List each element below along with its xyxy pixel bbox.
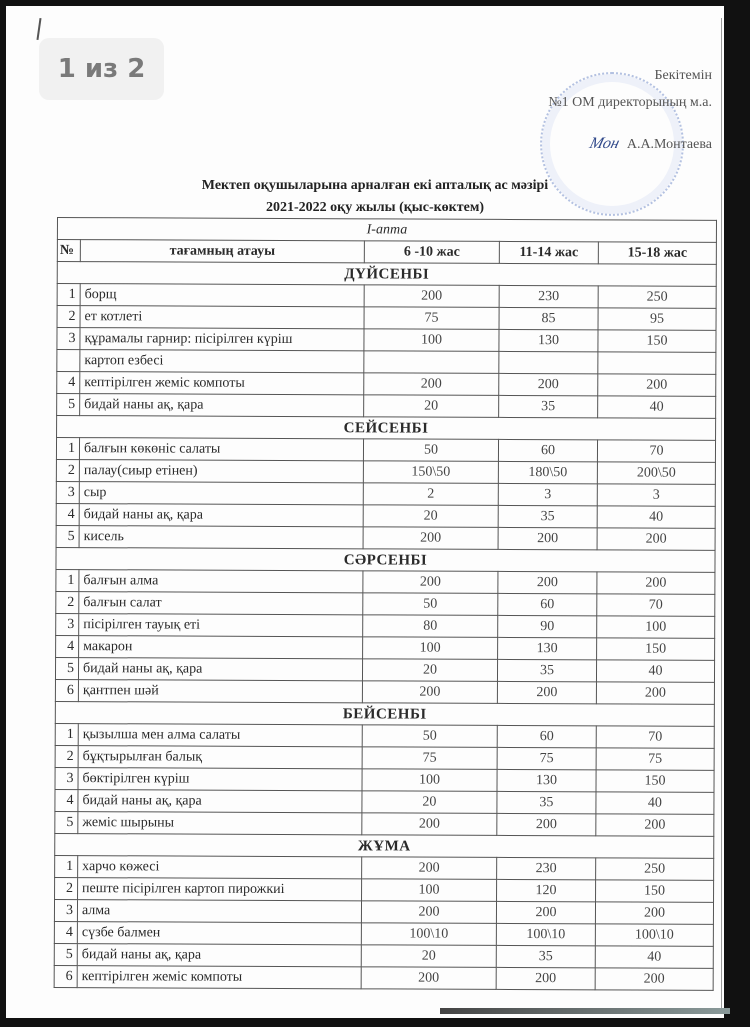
item-number: 1 xyxy=(55,723,78,745)
table-row xyxy=(56,635,715,660)
portion-age-11-14: 230 xyxy=(497,857,596,879)
portion-age-15-18: 100\10 xyxy=(595,924,713,947)
item-name: палау(сиыр етінен) xyxy=(79,460,363,483)
table-row xyxy=(56,525,715,550)
portion-age-6-10: 200 xyxy=(362,857,497,880)
col-header-num: № xyxy=(57,240,80,262)
table-row xyxy=(57,394,716,419)
item-name: бидай наны ақ, қара xyxy=(80,394,364,417)
portion-age-6-10: 200 xyxy=(361,901,496,924)
item-name: қантпен шәй xyxy=(78,680,362,703)
table-row xyxy=(55,745,714,770)
approval-block xyxy=(548,62,712,158)
item-name: балғын көкөніс салаты xyxy=(79,438,363,461)
table-row xyxy=(57,284,716,309)
item-name: сүзбе балмен xyxy=(77,922,361,945)
item-number: 4 xyxy=(57,372,80,394)
table-row xyxy=(54,921,713,946)
item-number: 5 xyxy=(55,811,78,833)
day-row xyxy=(57,416,716,441)
portion-age-6-10: 200 xyxy=(363,527,498,550)
portion-age-11-14: 3 xyxy=(498,483,597,505)
col-header-age1: 6 -10 жас xyxy=(364,241,499,264)
item-name: құрамалы гарнир: пісірілген күріш xyxy=(80,328,364,351)
portion-age-6-10: 20 xyxy=(364,395,499,418)
item-name: кисель xyxy=(79,526,363,549)
table-row xyxy=(54,943,713,968)
portion-age-15-18: 150 xyxy=(596,880,714,903)
portion-age-15-18: 250 xyxy=(596,858,714,881)
item-name: пісірілген тауық еті xyxy=(79,614,363,637)
portion-age-15-18 xyxy=(598,352,716,375)
portion-age-15-18: 75 xyxy=(596,748,714,771)
item-name: пеште пісірілген картоп пирожкиі xyxy=(78,878,362,901)
item-number: 5 xyxy=(54,943,77,965)
table-row xyxy=(55,855,714,880)
portion-age-6-10: 100 xyxy=(362,769,497,792)
item-number: 3 xyxy=(56,481,79,503)
item-number: 5 xyxy=(56,525,79,547)
item-number: 2 xyxy=(56,591,79,613)
item-number: 1 xyxy=(56,438,79,460)
table-row xyxy=(56,503,715,528)
item-name: бидай наны ақ, қара xyxy=(79,504,363,527)
table-row xyxy=(55,657,714,682)
item-name: бидай наны ақ, қара xyxy=(78,658,362,681)
portion-age-6-10: 200 xyxy=(362,813,497,836)
item-name: ет котлеті xyxy=(80,306,364,329)
item-number: 4 xyxy=(56,635,79,657)
table-row xyxy=(56,438,715,463)
portion-age-15-18: 40 xyxy=(598,396,716,419)
day-name: СЕЙСЕНБІ xyxy=(57,416,716,441)
portion-age-11-14: 130 xyxy=(499,329,598,351)
portion-age-6-10: 75 xyxy=(364,307,499,330)
table-row xyxy=(57,306,716,331)
item-number: 3 xyxy=(57,328,80,350)
item-name: харчо көжесі xyxy=(78,856,362,879)
table-row xyxy=(56,613,715,638)
item-number: 3 xyxy=(56,613,79,635)
portion-age-15-18: 40 xyxy=(595,946,713,969)
portion-age-6-10: 200 xyxy=(362,681,497,704)
day-row xyxy=(56,547,715,572)
table-row xyxy=(57,350,716,375)
portion-age-11-14: 35 xyxy=(496,945,595,967)
page-shadow xyxy=(440,1008,730,1014)
approver-name: А.А.Монтаева xyxy=(626,137,712,152)
item-name: жеміс шырыны xyxy=(78,812,362,835)
portion-age-15-18: 70 xyxy=(597,594,715,617)
portion-age-11-14: 200 xyxy=(496,901,595,923)
portion-age-6-10: 50 xyxy=(363,593,498,616)
week-label: І-апта xyxy=(57,218,716,243)
item-number: 1 xyxy=(57,284,80,306)
item-name: бидай наны ақ, қара xyxy=(77,944,361,967)
portion-age-6-10: 20 xyxy=(361,945,496,968)
item-name: балғын салат xyxy=(79,592,363,615)
portion-age-15-18: 200 xyxy=(598,374,716,397)
portion-age-11-14: 200 xyxy=(498,571,597,593)
week-row xyxy=(57,218,716,243)
portion-age-6-10: 200 xyxy=(364,285,499,308)
portion-age-11-14: 100\10 xyxy=(496,923,595,945)
portion-age-15-18: 40 xyxy=(596,792,714,815)
day-name: ЖҰМА xyxy=(55,833,714,858)
portion-age-11-14: 90 xyxy=(498,615,597,637)
portion-age-6-10: 20 xyxy=(363,505,498,528)
table-header xyxy=(57,240,716,265)
col-header-name: тағамның атауы xyxy=(80,240,364,263)
item-name: кептірілген жеміс компоты xyxy=(80,372,364,395)
table-row xyxy=(55,679,714,704)
portion-age-11-14: 35 xyxy=(498,505,597,527)
page-counter-badge: 1 из 2 xyxy=(39,38,164,100)
portion-age-15-18: 200 xyxy=(597,572,715,595)
portion-age-11-14: 180\50 xyxy=(498,461,597,483)
portion-age-6-10: 50 xyxy=(362,725,497,748)
portion-age-11-14: 130 xyxy=(498,637,597,659)
portion-age-6-10: 100\10 xyxy=(361,923,496,946)
portion-age-11-14: 200 xyxy=(497,813,596,835)
portion-age-6-10: 20 xyxy=(362,791,497,814)
item-name: сыр xyxy=(79,482,363,505)
portion-age-11-14: 35 xyxy=(497,659,596,681)
item-number: 6 xyxy=(54,965,77,987)
portion-age-6-10: 2 xyxy=(363,483,498,506)
item-name: балғын алма xyxy=(79,570,363,593)
item-number: 6 xyxy=(55,679,78,701)
portion-age-11-14: 200 xyxy=(499,373,598,395)
col-header-age3: 15-18 жас xyxy=(598,242,716,265)
day-row xyxy=(57,262,716,287)
portion-age-11-14: 35 xyxy=(499,395,598,417)
table-row xyxy=(55,789,714,814)
table-row xyxy=(55,767,714,792)
portion-age-15-18: 200 xyxy=(597,528,715,551)
col-header-age2: 11-14 жас xyxy=(499,241,598,263)
document-subtitle: 2021-2022 оқу жылы (қыс-көктем) xyxy=(265,200,485,215)
portion-age-11-14: 60 xyxy=(497,725,596,747)
portion-age-11-14: 130 xyxy=(497,769,596,791)
portion-age-15-18: 200 xyxy=(595,968,713,991)
table-row xyxy=(55,877,714,902)
day-name: СӘРСЕНБІ xyxy=(56,547,715,572)
portion-age-6-10 xyxy=(364,351,499,374)
portion-age-6-10: 150\50 xyxy=(363,461,498,484)
table-row xyxy=(54,965,713,990)
item-name: алма xyxy=(77,900,361,923)
portion-age-6-10: 100 xyxy=(363,637,498,660)
portion-age-11-14: 200 xyxy=(496,967,595,989)
portion-age-15-18: 200 xyxy=(596,814,714,837)
item-number: 3 xyxy=(54,899,77,921)
day-name: ДҮЙСЕНБІ xyxy=(57,262,716,287)
item-number: 2 xyxy=(55,745,78,767)
portion-age-6-10: 100 xyxy=(364,329,499,352)
table-row xyxy=(56,569,715,594)
table-row xyxy=(55,723,714,748)
item-number: 2 xyxy=(56,459,79,481)
signature-line xyxy=(548,130,712,158)
portion-age-15-18: 70 xyxy=(597,440,715,463)
item-number: 5 xyxy=(57,394,80,416)
portion-age-6-10: 200 xyxy=(361,967,496,990)
portion-age-6-10: 75 xyxy=(362,747,497,770)
portion-age-11-14: 60 xyxy=(498,593,597,615)
portion-age-15-18: 150 xyxy=(598,330,716,353)
menu-table xyxy=(54,217,717,991)
item-number: 1 xyxy=(56,569,79,591)
portion-age-15-18: 250 xyxy=(598,286,716,309)
portion-age-11-14: 75 xyxy=(497,747,596,769)
page-edge xyxy=(721,18,722,1008)
table-row xyxy=(57,372,716,397)
portion-age-6-10: 20 xyxy=(362,659,497,682)
item-name: бөктірілген күріш xyxy=(78,768,362,791)
item-name: кептірілген жеміс компоты xyxy=(77,966,361,989)
portion-age-15-18: 200 xyxy=(596,682,714,705)
portion-age-15-18: 100 xyxy=(597,616,715,639)
table-row xyxy=(54,899,713,924)
item-number: 4 xyxy=(55,789,78,811)
table-row xyxy=(56,459,715,484)
item-number: 1 xyxy=(55,855,78,877)
item-number: 3 xyxy=(55,767,78,789)
item-name: картоп езбесі xyxy=(80,350,364,373)
portion-age-15-18: 40 xyxy=(597,506,715,529)
portion-age-15-18: 40 xyxy=(596,660,714,683)
portion-age-15-18: 200 xyxy=(595,902,713,925)
table-row xyxy=(57,328,716,353)
item-number: 4 xyxy=(56,503,79,525)
item-name: бұқтырылған балық xyxy=(78,746,362,769)
portion-age-11-14: 35 xyxy=(497,791,596,813)
portion-age-6-10: 100 xyxy=(362,879,497,902)
portion-age-15-18: 3 xyxy=(597,484,715,507)
signature: Мон xyxy=(588,135,622,152)
item-name: борщ xyxy=(80,284,364,307)
portion-age-6-10: 80 xyxy=(363,615,498,638)
table-row xyxy=(55,811,714,836)
day-name: БЕЙСЕНБІ xyxy=(55,701,714,726)
item-name: бидай наны ақ, қара xyxy=(78,790,362,813)
item-number: 2 xyxy=(55,877,78,899)
approval-position: №1 ОМ директорының м.а. xyxy=(548,95,712,110)
document-title: Мектеп оқушыларына арналған екі апталық ас мәзірі xyxy=(201,178,549,193)
portion-age-6-10: 200 xyxy=(363,571,498,594)
portion-age-15-18: 150 xyxy=(596,770,714,793)
table-row xyxy=(56,481,715,506)
portion-age-11-14: 230 xyxy=(499,285,598,307)
portion-age-15-18: 200\50 xyxy=(597,462,715,485)
portion-age-11-14: 60 xyxy=(498,439,597,461)
portion-age-15-18: 95 xyxy=(598,308,716,331)
approval-label: Бекітемін xyxy=(654,68,712,83)
portion-age-11-14: 200 xyxy=(498,527,597,549)
portion-age-11-14: 200 xyxy=(497,681,596,703)
portion-age-6-10: 50 xyxy=(363,439,498,462)
portion-age-11-14: 85 xyxy=(499,307,598,329)
table-row xyxy=(56,591,715,616)
portion-age-15-18: 70 xyxy=(596,726,714,749)
item-number xyxy=(57,350,80,372)
item-number: 5 xyxy=(55,657,78,679)
portion-age-11-14: 120 xyxy=(497,879,596,901)
portion-age-15-18: 150 xyxy=(597,638,715,661)
item-number: 4 xyxy=(54,921,77,943)
item-name: қызылша мен алма салаты xyxy=(78,724,362,747)
portion-age-11-14 xyxy=(499,351,598,373)
item-number: 2 xyxy=(57,306,80,328)
item-name: макарон xyxy=(79,636,363,659)
day-row xyxy=(55,701,714,726)
portion-age-6-10: 200 xyxy=(364,373,499,396)
day-row xyxy=(55,833,714,858)
